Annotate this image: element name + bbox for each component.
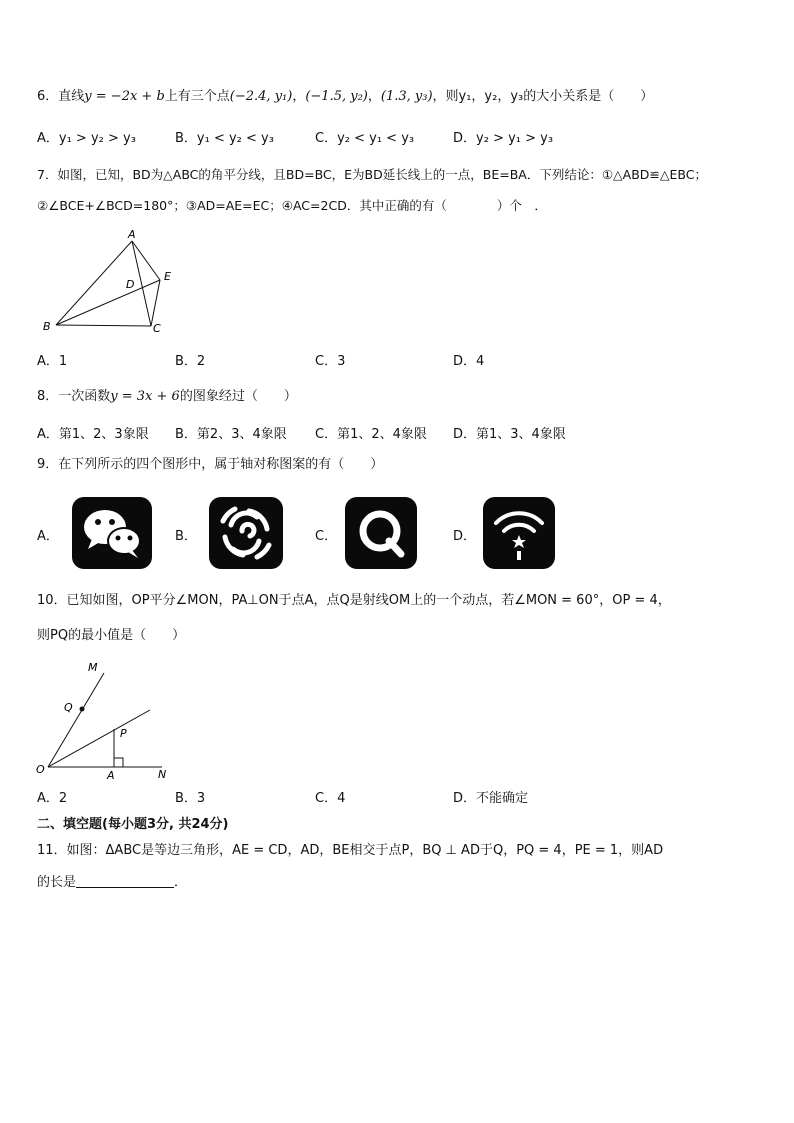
q6-post: ，则y₁，y₂，y₃的大小关系是（ ）	[432, 89, 654, 104]
q6-equation: y = −2x + b	[84, 89, 165, 104]
q7-option-b: B．2	[175, 354, 206, 369]
q11-answer-blank[interactable]	[76, 873, 174, 888]
search-q-icon	[345, 497, 417, 569]
q10-label-o: O	[36, 763, 45, 776]
q10-label-a: A	[107, 769, 115, 782]
q6-stem	[37, 87, 653, 107]
q8-pre: 8．一次函数	[37, 389, 111, 404]
q6-sep1: ，	[292, 89, 306, 104]
q9-stem: 9．在下列所示的四个图形中，属于轴对称图案的有（ ）	[37, 457, 384, 472]
wifi-icon	[483, 497, 555, 569]
q8-option-a: A．第1、2、3象限	[37, 427, 149, 442]
q8-equation: y = 3x + 6	[110, 389, 180, 404]
q9-option-c: C．	[315, 529, 338, 544]
q7-label-b: B	[43, 320, 51, 333]
q11-stem-line2	[37, 873, 187, 893]
q10-label-m: M	[88, 661, 98, 674]
q6-pre: 直线	[58, 89, 85, 104]
point-q	[80, 707, 85, 712]
ray-om	[48, 673, 104, 767]
right-angle-mark	[114, 758, 123, 767]
q7-label-a: A	[128, 228, 136, 241]
q6-number: 6．	[37, 89, 59, 104]
segment-bc	[56, 325, 151, 326]
ray-op	[48, 710, 150, 767]
q10-label-q: Q	[64, 701, 73, 714]
q8-option-d: D．第1、3、4象限	[453, 427, 566, 442]
q10-option-c: C．4	[315, 791, 346, 806]
q8-stem	[37, 387, 297, 407]
segment-ba	[56, 241, 135, 325]
q6-point3: (1.3, y₃)	[380, 89, 433, 104]
q6-point2: (−1.5, y₂)	[305, 89, 368, 104]
q7-stem-line1: 7．如图，已知，BD为△ABC的角平分线，且BD=BC，E为BD延长线上的一点，BE=BA．下列结论：①△ABD≌△EBC；	[37, 167, 707, 182]
q8-option-b: B．第2、3、4象限	[175, 427, 287, 442]
segment-ec	[151, 280, 160, 326]
q9-option-b: B．	[175, 529, 197, 544]
q10-angle-figure	[34, 657, 184, 782]
q11-line2-pre: 的长是	[37, 875, 77, 890]
q10-option-d: D．不能确定	[453, 791, 529, 806]
q10-label-n: N	[158, 768, 167, 781]
q6-point1: (−2.4, y₁)	[229, 89, 293, 104]
q6-option-b: B．y₁ < y₂ < y₃	[175, 131, 274, 146]
q10-option-a: A．2	[37, 791, 68, 806]
q10-stem-line2: 则PQ的最小值是（ ）	[37, 628, 186, 643]
q7-option-a: A．1	[37, 354, 68, 369]
q6-option-d: D．y₂ > y₁ > y₃	[453, 131, 554, 146]
q10-stem-line1: 10．已知如图，OP平分∠MON，PA⊥ON于点A，点Q是射线OM上的一个动点，若∠MON = 60°，OP = 4，	[37, 593, 671, 608]
q11-stem-line1: 11．如图：ΔABC是等边三角形，AE = CD，AD，BE相交于点P，BQ ⊥ AD于Q，PQ = 4，PE = 1，则AD	[37, 843, 664, 858]
q11-line2-post: ．	[174, 875, 188, 890]
q6-mid: 上有三个点	[164, 89, 230, 104]
q7-option-d: D．4	[453, 354, 485, 369]
q7-label-d: D	[126, 278, 135, 291]
q8-post: 的图象经过（ ）	[179, 389, 297, 404]
segment-be	[56, 280, 160, 325]
wechat-icon	[72, 497, 152, 569]
q7-label-e: E	[164, 270, 171, 283]
q7-stem-line2: ②∠BCE+∠BCD=180°；③AD=AE=EC；④AC=2CD．其中正确的有（ ）个 ．	[37, 198, 547, 213]
q7-triangle-figure	[38, 226, 183, 336]
q9-option-a: A．	[37, 529, 59, 544]
q6-option-c: C．y₂ < y₁ < y₃	[315, 131, 415, 146]
q7-option-c: C．3	[315, 354, 346, 369]
q10-label-p: P	[120, 727, 127, 740]
q7-label-c: C	[153, 322, 161, 335]
swirl-icon	[209, 497, 283, 569]
section-2-title: 二、填空题(每小题3分, 共24分)	[37, 817, 229, 832]
q10-option-b: B．3	[175, 791, 206, 806]
q9-option-d: D．	[453, 529, 477, 544]
q6-sep2: ，	[367, 89, 381, 104]
q6-option-a: A．y₁ > y₂ > y₃	[37, 131, 136, 146]
q8-option-c: C．第1、2、4象限	[315, 427, 427, 442]
